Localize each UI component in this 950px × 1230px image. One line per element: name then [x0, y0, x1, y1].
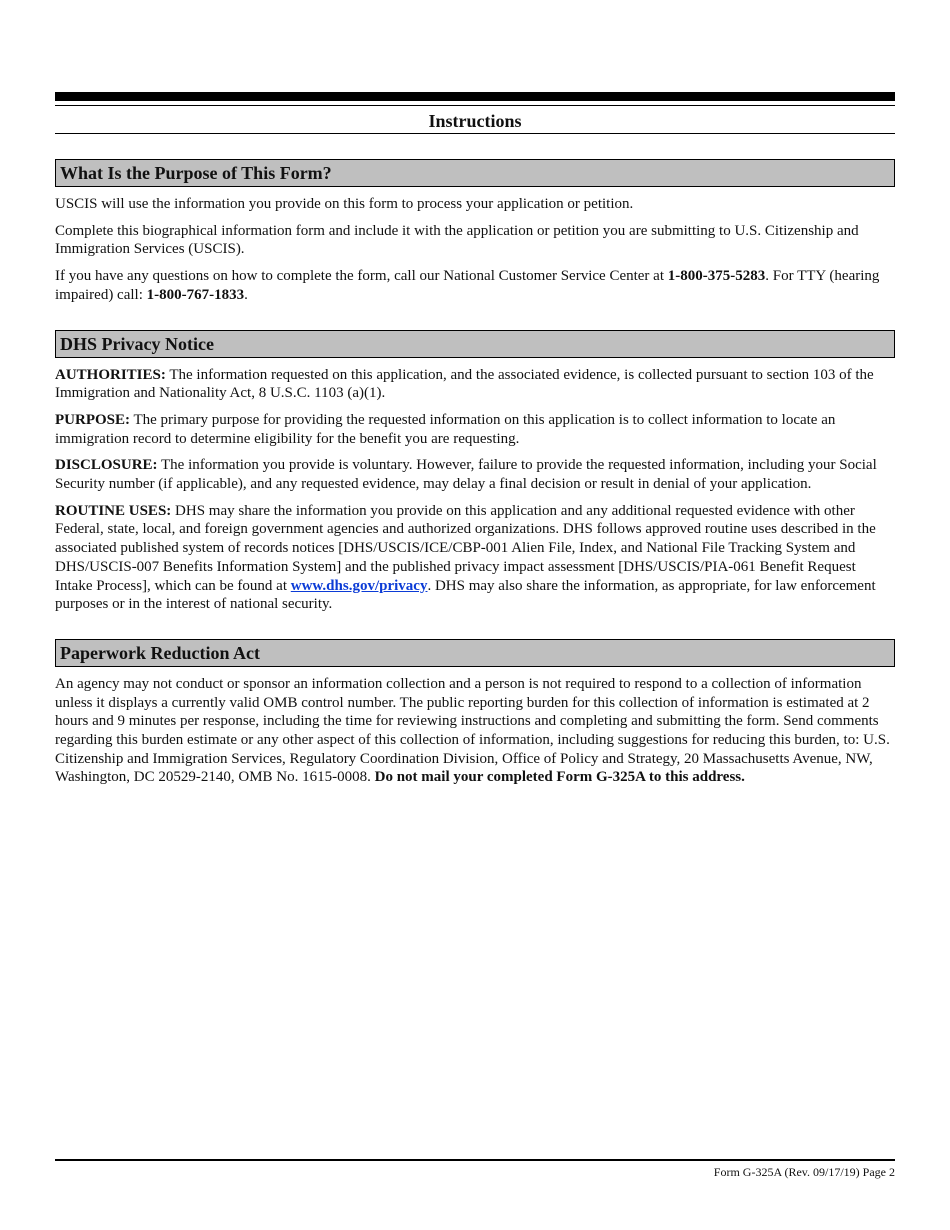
purpose-paragraph-3 [55, 267, 895, 304]
paperwork-text: An agency may not conduct or sponsor an information collection and a person is not required to respond to a collection of information unless it displays a currently valid OMB control number. The public reporting burden for this collection of information is estimated at 2 hours and 9 minutes per response, including the time for reviewing instructions and completing and submitting the form. Send comments regarding this burden estimate or any other aspect of this collection of information, including suggestions for reducing this burden, to: U.S. Citizenship and Immigration Services, Regulatory Coordination Division, Office of Policy and Strategy, 20 Massachusetts Avenue, NW, Washington, DC 20529-2140, OMB No. 1615-0008. [55, 675, 890, 786]
disclosure-paragraph [55, 456, 895, 493]
tty-phone: 1-800-767-1833 [146, 286, 245, 303]
authorities-paragraph [55, 366, 895, 403]
purpose-paragraph-2: Complete this biographical information form and include it with the application or petition you are submitting to U.S. Citizenship and Immigration Services (USCIS). [55, 222, 859, 258]
customer-service-phone: 1-800-375-5283 [667, 268, 766, 285]
paperwork-paragraph [55, 675, 895, 787]
privacy-link[interactable]: www.dhs.gov/privacy [290, 577, 428, 594]
disclosure-text: The information you provide is voluntary. However, failure to provide the requested information, including your Social Security number (if applicable), and any requested evidence, may delay a final decision or result in denial of your application. [55, 457, 877, 493]
footer-rule [55, 1159, 895, 1161]
routine-uses-label: ROUTINE USES: [55, 502, 172, 519]
purpose-heading: What Is the Purpose of This Form? [55, 159, 895, 187]
page-footer: Form G-325A (Rev. 09/17/19) Page 2 [713, 1165, 895, 1179]
purpose-p3-end: . [244, 286, 248, 303]
paperwork-heading: Paperwork Reduction Act [55, 639, 895, 667]
top-thick-rule [55, 92, 895, 101]
form-page [55, 92, 895, 787]
routine-uses-paragraph [55, 502, 895, 614]
purpose-p3-mid: . For TTY (hearing impaired) call: [55, 268, 880, 303]
privacy-heading: DHS Privacy Notice [55, 330, 895, 358]
authorities-label: AUTHORITIES: [55, 366, 166, 383]
purpose-notice-paragraph [55, 411, 895, 448]
routine-uses-end: . DHS may also share the information, as appropriate, for law enforcement purposes or in the interest of national security. [55, 577, 876, 613]
paperwork-bold-note: Do not mail your completed Form G-325A to this address. [374, 769, 745, 786]
authorities-text: The information requested on this application, and the associated evidence, is collected pursuant to section 103 of the Immigration and Nationality Act, 8 U.S.C. 1103 (a)(1). [55, 366, 874, 402]
purpose-label: PURPOSE: [55, 411, 130, 428]
purpose-paragraph-1: USCIS will use the information you provide on this form to process your application or petition. [55, 196, 634, 212]
purpose-text: The primary purpose for providing the requested information on this application is to collect information to locate an immigration record to determine eligibility for the benefit you are requesting. [55, 411, 836, 447]
routine-uses-text: DHS may share the information you provide on this application and any additional requested evidence with other Federal, state, local, and foreign government agencies and authorized organizations. DHS follows approved routine uses described in the associated published system of records notices [DHS/USCIS/ICE/CBP-001 Alien File, Index, and National File Tracking System and DHS/USCIS-007 Benefits Information System] and the published privacy impact assessment [DHS/USCIS/PIA-061 Benefit Request Intake Process], which can be found at [55, 502, 876, 594]
page-title: Instructions [428, 111, 522, 131]
disclosure-label: DISCLOSURE: [55, 457, 158, 474]
title-rule [55, 133, 895, 134]
purpose-p3-text: If you have any questions on how to complete the form, call our National Customer Service Center at [55, 268, 668, 285]
